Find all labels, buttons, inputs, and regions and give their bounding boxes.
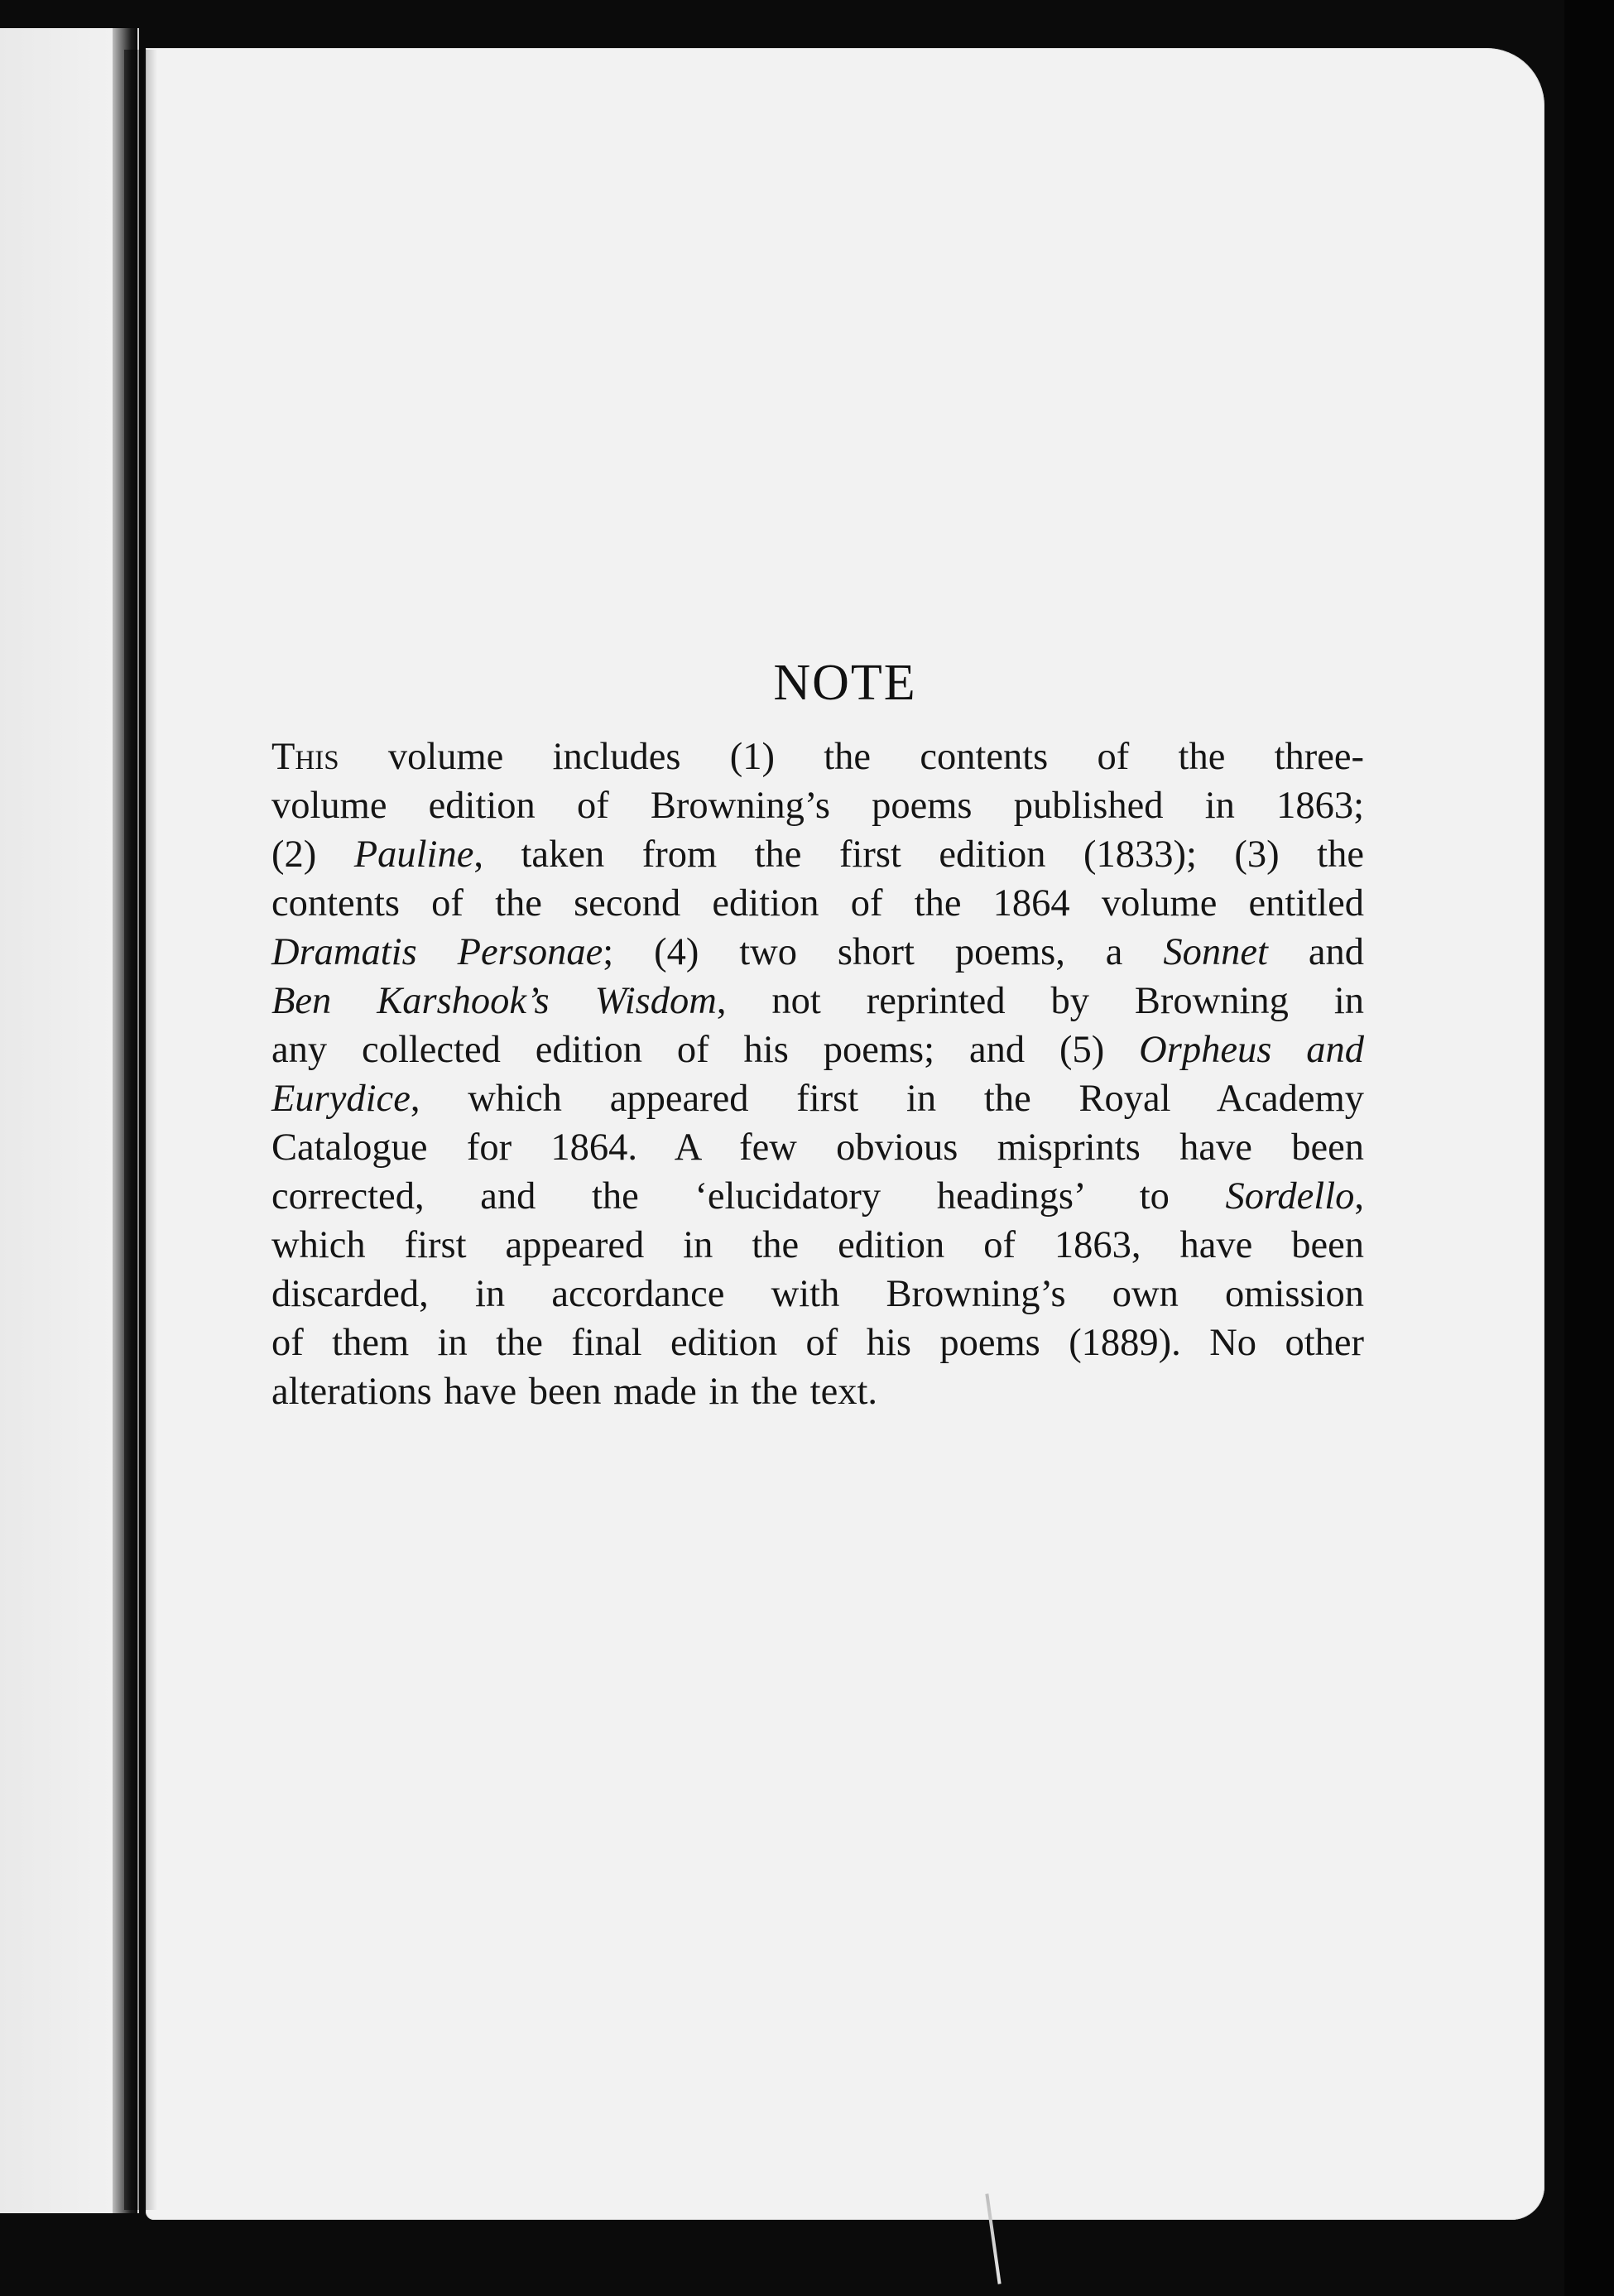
spine-shadow: [124, 50, 157, 2210]
note-line-13: of them in the final edition of his poems (1889). No other: [271, 1322, 1364, 1364]
title-orpheus: Orpheus and: [1139, 1029, 1364, 1071]
title-pauline: Pauline: [353, 833, 474, 876]
title-ben-karshook: Ben Karshook’s Wisdom: [271, 980, 717, 1022]
title-sonnet: Sonnet: [1163, 931, 1268, 973]
note-line-10: corrected, and the ‘elucidatory headings’ to Sordello,: [271, 1175, 1364, 1218]
note-line-6: Ben Karshook’s Wisdom, not reprinted by Browning in: [271, 980, 1364, 1022]
note-line-2: volume edition of Browning’s poems published in 1863;: [271, 785, 1364, 827]
note-paragraph: [271, 733, 1364, 1416]
note-line-1: This volume includes (1) the contents of the three-: [271, 736, 1364, 778]
title-sordello: Sordello: [1225, 1175, 1355, 1218]
note-line-9: Catalogue for 1864. A few obvious misprints have been: [271, 1126, 1364, 1169]
right-background: [1564, 0, 1614, 2296]
note-line-7: any collected edition of his poems; and (5) Orpheus and: [271, 1029, 1364, 1071]
note-line-11: which first appeared in the edition of 1863, have been: [271, 1224, 1364, 1266]
note-line-8: Eurydice, which appeared first in the Royal Academy: [271, 1078, 1364, 1120]
title-dramatis-personae: Dramatis Personae: [271, 931, 603, 973]
note-line-12: discarded, in accordance with Browning’s own omission: [271, 1273, 1364, 1315]
note-line-14: alterations have been made in the text.: [271, 1371, 878, 1413]
note-line-5: Dramatis Personae; (4) two short poems, a Sonnet and: [271, 931, 1365, 973]
note-line-4: contents of the second edition of the 1864 volume entitled: [271, 882, 1364, 925]
title-eurydice: Eurydice: [271, 1078, 411, 1120]
note-heading: NOTE: [773, 655, 917, 711]
note-line-3: (2) Pauline, taken from the first edition (1833); (3) the: [271, 833, 1364, 876]
